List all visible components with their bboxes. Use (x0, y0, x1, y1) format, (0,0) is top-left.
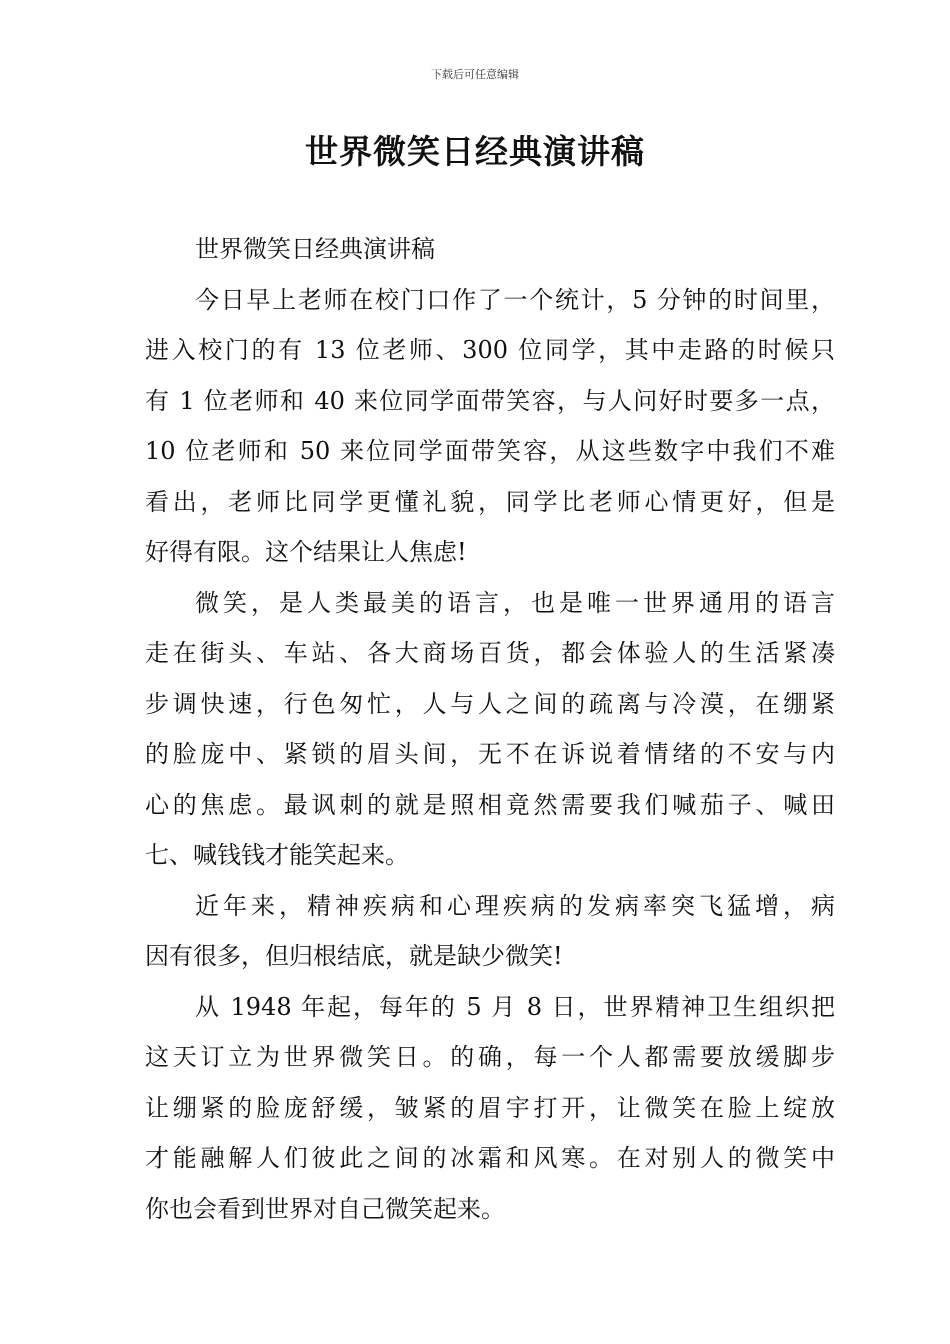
paragraph-1-line-4: 10 位老师和 50 来位同学面带笑容，从这些数字中我们不难 (145, 437, 835, 465)
header-note: 下载后可任意编辑 (431, 68, 519, 81)
paragraph-1-line-5: 看出，老师比同学更懂礼貌，同学比老师心情更好，但是 (145, 487, 835, 516)
paragraph-heading-line: 世界微笑日经典演讲稿 (195, 235, 435, 263)
document-title: 世界微笑日经典演讲稿 (305, 132, 645, 171)
paragraph-1-line-3: 有 1 位老师和 40 来位同学面带笑容，与人问好时要多一点， (145, 386, 835, 415)
paragraph-4-line-3: 让绷紧的脸庞舒缓，皱紧的眉宇打开，让微笑在脸上绽放 (145, 1093, 835, 1122)
paragraph-2-line-4: 的脸庞中、紧锁的眉头间，无不在诉说着情绪的不安与内 (145, 740, 835, 768)
paragraph-2-line-3: 步调快速，行色匆忙，人与人之间的疏离与冷漠，在绷紧 (145, 689, 835, 718)
paragraph-2-line-6: 七、喊钱钱才能笑起来。 (145, 841, 409, 869)
paragraph-1-line-2: 进入校门的有 13 位老师、300 位同学，其中走路的时候只 (145, 336, 835, 364)
paragraph-3-line-2: 因有很多，但归根结底，就是缺少微笑! (145, 942, 563, 970)
paragraph-1-line-6: 好得有限。这个结果让人焦虑! (145, 538, 467, 566)
paragraph-2-line-2: 走在街头、车站、各大商场百货，都会体验人的生活紧凑 (145, 639, 835, 667)
paragraph-2-line-1: 微笑，是人类最美的语言，也是唯一世界通用的语言 (195, 588, 835, 617)
paragraph-3-line-1: 近年来，精神疾病和心理疾病的发病率突飞猛增，病 (195, 891, 835, 920)
paragraph-4-line-5: 你也会看到世界对自己微笑起来。 (145, 1194, 505, 1223)
document-body (145, 224, 835, 1234)
paragraph-2-line-5: 心的焦虑。最讽刺的就是照相竟然需要我们喊茄子、喊田 (145, 790, 835, 819)
paragraph-4-line-2: 这天订立为世界微笑日。的确，每一个人都需要放缓脚步 (145, 1043, 835, 1071)
paragraph-4-line-4: 才能融解人们彼此之间的冰霜和风寒。在对别人的微笑中 (145, 1144, 835, 1172)
paragraph-4-line-1: 从 1948 年起，每年的 5 月 8 日，世界精神卫生组织把 (195, 992, 835, 1021)
paragraph-1-line-1: 今日早上老师在校门口作了一个统计，5 分钟的时间里， (195, 285, 835, 314)
